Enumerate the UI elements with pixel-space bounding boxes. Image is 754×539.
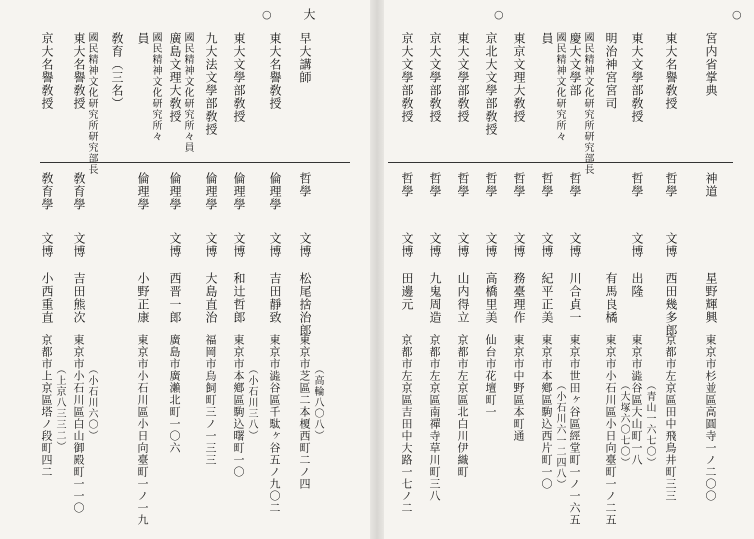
entry-degree: 文博 — [168, 232, 182, 258]
entry-name: 山内得立 — [456, 272, 470, 324]
entry-address: 京都市左京區吉田中大路一七ノ二 — [400, 334, 413, 514]
entry-name: 西晋一郎 — [168, 272, 182, 324]
entry-affiliation: 早大講師 — [298, 32, 312, 84]
entry-address: 東京市杉並區高圓寺一ノ二〇〇 — [704, 334, 717, 502]
entry-address-2: （小石川六〇） — [86, 364, 97, 441]
entry-name: 西田幾多郎 — [664, 272, 678, 337]
entry-address: 東京市芝區二本榎西町二ノ四 — [298, 334, 311, 490]
entry-affiliation: 東大文學部敎授 — [630, 32, 644, 123]
entry-affiliation: 九大法文學部敎授 — [204, 32, 218, 136]
entry-field: 哲學 — [298, 172, 312, 198]
entry-address: 東京市本鄕區駒込曙町一〇 — [232, 334, 245, 478]
entry-degree: 文博 — [540, 232, 554, 258]
entry-affiliation: 東大文學部敎授 — [456, 32, 470, 123]
entry-address: 京都市左京區南禪寺草川町三八 — [428, 334, 441, 502]
entry-address: 東京市本鄕區駒込西片町一〇 — [540, 334, 553, 490]
entry-affiliation: 京北大文學部敎授 — [484, 32, 498, 136]
separator-rule — [388, 162, 733, 163]
entry-affiliation-2: 國民精神文化研究所々員 — [182, 32, 193, 153]
entry-name: 星野輝興 — [704, 272, 718, 324]
entry-marker: 大 — [302, 8, 316, 21]
entry-degree: 文博 — [40, 232, 54, 258]
entry-affiliation: 東大名譽敎授 — [664, 32, 678, 110]
entry-affiliation: 京大名譽敎授 — [40, 32, 54, 110]
entry-affiliation: 員 — [540, 32, 554, 45]
entry-field: 神道 — [704, 172, 718, 198]
entry-name: 松尾捨治郎 — [298, 272, 312, 337]
entry-field: 倫理學 — [204, 172, 218, 211]
entry-address-2: （青山一六七〇） — [644, 380, 655, 468]
entry-address: 東京市小石川區小日向臺町一ノ一九 — [136, 334, 149, 526]
entry-field: 哲學 — [630, 172, 644, 198]
entry-affiliation: 東大文學部敎授 — [232, 32, 246, 123]
entry-field: 哲學 — [456, 172, 470, 198]
entry-degree: 文博 — [204, 232, 218, 258]
entry-field: 哲學 — [568, 172, 582, 198]
entry-address: 東京市小石川區白山御殿町一一〇 — [72, 334, 85, 514]
entry-address-2: （小石川三八） — [246, 364, 257, 441]
entry-affiliation-2: 國民精神文化研究所研究部長 — [582, 32, 593, 175]
entry-affiliation: 京大文學部敎授 — [428, 32, 442, 123]
entry-degree: 文博 — [512, 232, 526, 258]
entry-address: 廣島市廣瀨北町一〇六 — [168, 334, 181, 454]
entry-name: 務臺理作 — [512, 272, 526, 324]
entry-affiliation-2: 國民精神文化研究所々 — [150, 32, 161, 142]
entry-affiliation: 慶大文學部 — [568, 32, 582, 97]
entry-field: 哲學 — [540, 172, 554, 198]
entry-field: 哲學 — [512, 172, 526, 198]
entry-affiliation-2: 國民精神文化研究所々 — [554, 32, 565, 142]
page-mark: ○ — [262, 8, 272, 21]
entry-affiliation: 廣島文理大敎授 — [168, 32, 182, 123]
book-gutter — [370, 0, 384, 539]
entry-address-2: （上京八三三二） — [54, 364, 65, 452]
entry-field: 倫理學 — [168, 172, 182, 211]
page-mark: ○ — [494, 8, 504, 21]
entry-degree: 文博 — [428, 232, 442, 258]
entry-name: 田邊元 — [400, 272, 414, 311]
entry-address: 福岡市烏飼町三ノ一三三 — [204, 334, 217, 466]
entry-affiliation-2: 國民精神文化研究所研究部長 — [86, 32, 97, 175]
entry-name: 川合貞一 — [568, 272, 582, 324]
entry-name: 吉田熊次 — [72, 272, 86, 324]
entry-affiliation: 宮内省掌典 — [704, 32, 718, 97]
entry-name: 大島直治 — [204, 272, 218, 324]
entry-field: 倫理學 — [232, 172, 246, 211]
entry-affiliation: 明治神宮宮司 — [604, 32, 618, 110]
entry-degree: 文博 — [232, 232, 246, 258]
entry-field: 倫理學 — [268, 172, 282, 211]
entry-degree: 文博 — [72, 232, 86, 258]
entry-name: 小西重直 — [40, 272, 54, 324]
entry-degree: 文博 — [400, 232, 414, 258]
entry-field: 哲學 — [484, 172, 498, 198]
entry-field: 敎育學 — [72, 172, 86, 211]
entry-degree: 文博 — [268, 232, 282, 258]
entry-degree: 文博 — [664, 232, 678, 258]
entry-degree: 文博 — [298, 232, 312, 258]
entry-degree: 文博 — [630, 232, 644, 258]
entry-address-2: （小石川六一二四八） — [554, 380, 565, 490]
entry-degree: 文博 — [568, 232, 582, 258]
entry-field: 哲學 — [428, 172, 442, 198]
entry-affiliation: 京大文學部敎授 — [400, 32, 414, 123]
entry-affiliation: 敎育（三名） — [110, 32, 124, 110]
entry-degree: 文博 — [484, 232, 498, 258]
entry-field: 哲學 — [664, 172, 678, 198]
entry-name: 吉田靜致 — [268, 272, 282, 324]
entry-address: 京都市上京區塔ノ段町四二 — [40, 334, 53, 478]
entry-affiliation: 東大名譽敎授 — [268, 32, 282, 110]
entry-degree: 文博 — [456, 232, 470, 258]
entry-name: 紀平正美 — [540, 272, 554, 324]
entry-address-2: （大塚六〇七〇） — [618, 380, 629, 468]
entry-name: 小野正康 — [136, 272, 150, 324]
entry-address: 京都市左京區北白川伊織町 — [456, 334, 469, 478]
entry-name: 高橋里美 — [484, 272, 498, 324]
entry-field: 敎育學 — [40, 172, 54, 211]
entry-field: 哲學 — [400, 172, 414, 198]
entry-name: 九鬼周造 — [428, 272, 442, 324]
entry-address: 京都市左京區田中飛鳥井町三三 — [664, 334, 677, 502]
entry-address: 東京市澁谷區大山町一八 — [630, 334, 643, 466]
entry-address: 東京市中野區本町通 — [512, 334, 525, 442]
entry-address-2: （高輪八〇八） — [312, 364, 323, 441]
page-mark: ○ — [732, 8, 742, 21]
entry-affiliation: 東大名譽敎授 — [72, 32, 86, 110]
entry-address: 東京市澁谷區千駄ヶ谷五ノ九〇二 — [268, 334, 281, 514]
entry-name: 有馬良橘 — [604, 272, 618, 324]
entry-affiliation: 東京文理大敎授 — [512, 32, 526, 123]
entry-address: 東京市世田ヶ谷區經堂町一ノ一六五 — [568, 334, 581, 526]
entry-field: 倫理學 — [136, 172, 150, 211]
entry-address: 東京市小石川區小日向臺町一ノ二五 — [604, 334, 617, 526]
entry-name: 出隆 — [630, 272, 644, 298]
entry-affiliation: 員 — [136, 32, 150, 45]
entry-address: 仙台市花壇町一 — [484, 334, 497, 418]
entry-name: 和辻哲郎 — [232, 272, 246, 324]
